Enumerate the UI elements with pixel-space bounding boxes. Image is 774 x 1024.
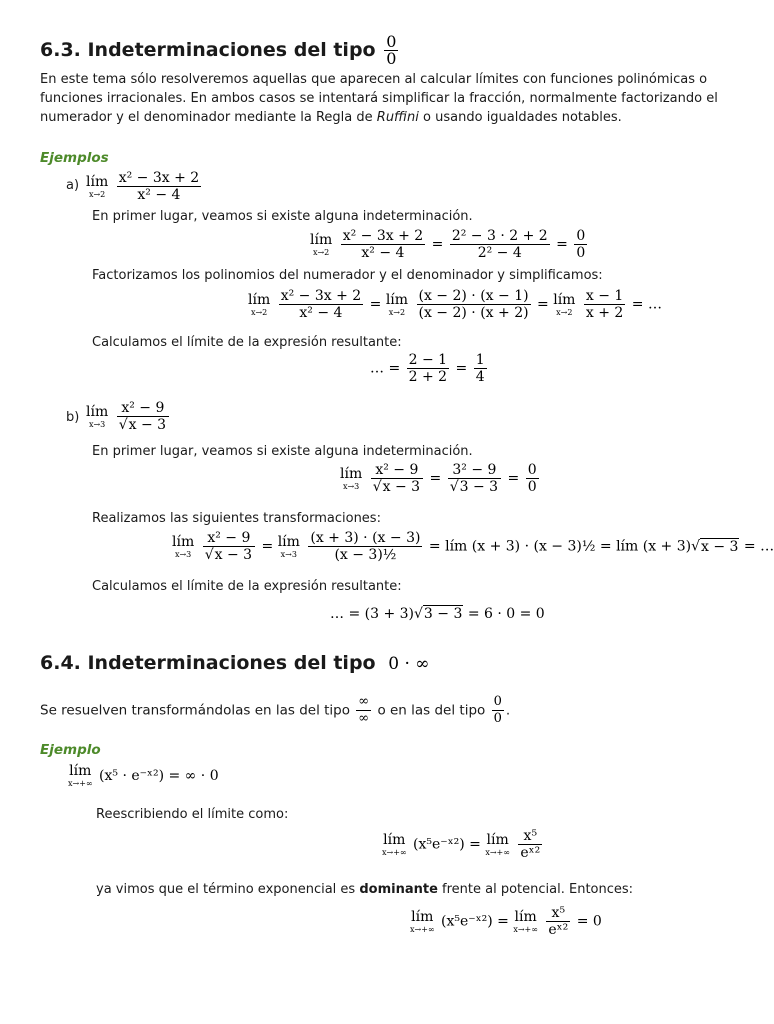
ex-rewrite-equation: lím x→+∞ (x⁵e⁻ˣ²) = lím x→+∞ $\frac{\text{x⁵}}{\text{eˣ²}}$ (382, 828, 541, 861)
b-transform-equation: lím x→3 $\frac{\text{x² − 9}}{√x - 3}$ = lím x→3 $\frac{(x + 3) \cdot (x - 3)}{\text{(x − 3)½}}$ = lím (x + 3) · (x − 3)½ = lím (x + 3)√x − 3 = … (172, 530, 774, 563)
a-step1: En primer lugar, veamos si existe alguna indeterminación. (92, 209, 473, 224)
example-a-limit: lím x→2 $\frac{\text{x² − 3x + 2}}{\text{x² − 4}}$ (86, 170, 200, 203)
a-eval-equation: lím x→2 $\frac{\text{x² − 3x + 2}}{\text{x² − 4}}$ = $\frac{\text{2² − 3 · 2 + 2}}{\text{2² − 4}}$ = $\frac{0}{0}$ (310, 228, 586, 261)
section-64-intro: Se resuelven transformándolas en las del tipo $\frac{\infty}{\infty}$ o en las del tipo $\frac{0}{0}$ . (40, 694, 511, 726)
a-step3: Calculamos el límite de la expresión resultante: (92, 335, 402, 350)
a-step2: Factorizamos los polinomios del numerador y el denominador y simplificamos: (92, 268, 603, 283)
section-63-intro: En este tema sólo resolveremos aquellas que aparecen al calcular límites con funciones polinómicas o funciones irracionales. En ambos casos se intentará simplificar la fracción, normalmente factorizando el numerador y el denominador mediante la Regla de Ruffini o usando igualdades notables. (40, 72, 718, 125)
example-b-limit: lím x→3 $\frac{\text{x² − 9}}{√x - 3}$ (86, 400, 171, 433)
b-step1: En primer lugar, veamos si existe alguna indeterminación. (92, 444, 473, 459)
example-label: Ejemplo (40, 742, 101, 758)
example-a-label: a) (66, 178, 80, 193)
example-b-label: b) (66, 410, 80, 425)
b-result-equation: … = (3 + 3)√3 − 3 = 6 · 0 = 0 (330, 606, 545, 622)
section-64-title: 6.4. Indeterminaciones del tipo 0 · ∞ (40, 652, 430, 674)
ex-rewrite-text: Reescribiendo el límite como: (96, 807, 289, 822)
section-63-title: 6.3. Indeterminaciones del tipo $\frac{0}{0}$ (40, 32, 397, 68)
a-result-equation: … = $\frac{2 - 1}{2 + 2}$ = $\frac{1}{4}$ (370, 352, 485, 385)
b-step2: Realizamos las siguientes transformaciones: (92, 511, 381, 526)
a-factor-equation: lím x→2 $\frac{\text{x² − 3x + 2}}{\text{x² − 4}}$ = lím x→2 $\frac{(x - 2) \cdot (x - 1)}{(x - 2) \cdot (x + 2)}$ = lím x→2 $\frac{x - 1}{x + 2}$ = … (248, 288, 662, 321)
ex-final-equation: lím x→+∞ (x⁵e⁻ˣ²) = lím x→+∞ $\frac{\text{x⁵}}{\text{eˣ²}}$ = 0 (410, 905, 602, 938)
b-step3: Calculamos el límite de la expresión resultante: (92, 579, 402, 594)
ex-dominant-text: ya vimos que el término exponencial es dominante frente al potencial. Entonces: (96, 882, 634, 897)
ex-limit-line: lím x→+∞ (x⁵ · e⁻ˣ²) = ∞ · 0 (68, 763, 219, 788)
title-fraction: $\frac{0}{0}$ (386, 32, 397, 68)
examples-label: Ejemplos (40, 150, 109, 166)
b-eval-equation: lím x→3 $\frac{\text{x² − 9}}{√x - 3}$ = $\frac{\text{3² − 9}}{√3 - 3}$ = $\frac{0}{0}$ (340, 462, 537, 495)
